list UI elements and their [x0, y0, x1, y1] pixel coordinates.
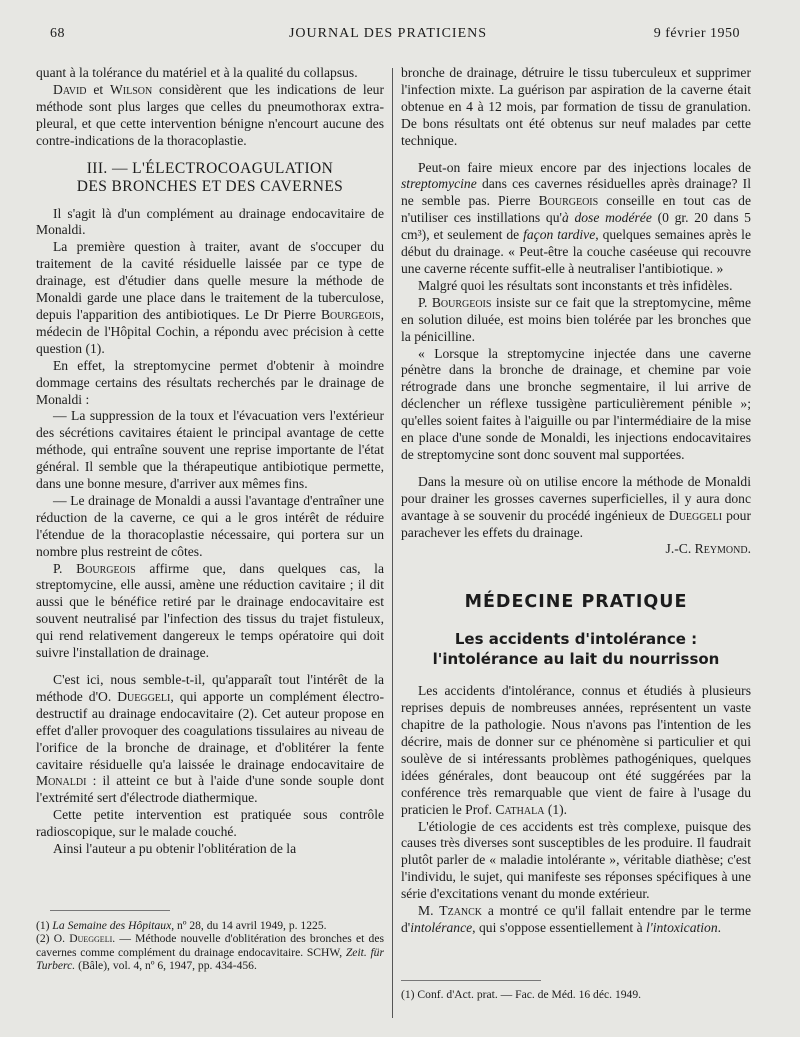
footnote-separator	[401, 980, 541, 981]
paragraph: David et Wilson considèrent que les indications de leur méthode sont plus larges que celles du pneumothorax extra-pleural, et que cette intervention bénigne n'encourt aucune des contre-indications de la thoracoplastie.	[36, 81, 384, 148]
signature: J.-C. Reymond.	[665, 541, 751, 557]
paragraph: P. Bourgeois affirme que, dans quelques cas, la streptomycine, elle aussi, amène une réduction cavitaire ; il dit aussi que le bénéfice retiré par le drainage endocavitaire est souvent neutralisé par l'infection des tissus du trajet fistuleux, qui rend relativement dangereux le temps opératoire qui doit suivre l'installation de drainage.	[36, 560, 384, 661]
paragraph: La première question à traiter, avant de s'occuper du traitement de la cavité résiduelle laissée par ce type de drainage, est d'étudier dans quelle mesure la méthode de Monaldi garde une place dans le traitement de la tuberculose, depuis l'apparition des antibiotiques. Le Dr Pierre Bourgeois, médecin de l'Hôpital Cochin, a répondu avec précision à cette question (1).	[36, 239, 384, 356]
footnote-separator	[50, 910, 170, 911]
paragraph: — Le drainage de Monaldi a aussi l'avantage d'entraîner une réduction de la caverne, ce qui a le gros intérêt de réduire l'étendue de la thoracoplastie nécessaire, qui portera sur un nombre plus restreint de côtes.	[36, 492, 384, 559]
paragraph: — La suppression de la toux et l'évacuation vers l'extérieur des sécrétions cavitaires étaient le principal avantage de cette méthode, qui entraîne souvent une reprise importante de l'état général. Il semble que la thérapeutique antibiotique permette, dans une bonne mesure, d'arriver aux mêmes fins.	[36, 408, 384, 492]
running-head	[36, 26, 740, 46]
paragraph: En effet, la streptomycine permet d'obtenir à moindre dommage certains des résultats recherchés par le drainage de Monaldi :	[36, 357, 384, 407]
paragraph: « Lorsque la streptomycine injectée dans une caverne pénètre dans la bronche de drainage, et chemine par voie rétrograde dans une bronche segmentaire, il lui arrive de déclencher un réflexe tussigène particulièrement pénible »; qu'elles soient faites à l'aiguille ou par l'intermédiaire de la mise en place d'une sonde de Monaldi, les injections endocavitaires de streptomycine sont donc souvent mal supportées.	[401, 345, 751, 462]
paragraph: Peut-on faire mieux encore par des injections locales de streptomycine dans ces cavernes résiduelles après drainage? Il ne semble pas. Pierre Bourgeois conseille en tout cas de n'utiliser ces instillations qu'à dose modérée (0 gr. 20 dans 5 cm³), et seulement de façon tardive, quelques semaines après le début du drainage. « Peut-être la couche caséeuse qui recouvre une caverne récente suffit-elle à neutraliser l'antibiotique. »	[401, 159, 752, 276]
section-title: III. — L'ÉLECTROCOAGULATION DES BRONCHES ET DES CAVERNES	[76, 159, 344, 195]
paragraph: P. Bourgeois insiste sur ce fait que la streptomycine, même en solution diluée, est moins bien tolérée par les bronches que la pénicilline.	[401, 294, 751, 344]
paragraph: Malgré quoi les résultats sont inconstants et très infidèles.	[418, 277, 733, 293]
paragraph: Ainsi l'auteur a pu obtenir l'oblitération de la	[53, 841, 297, 857]
paragraph: C'est ici, nous semble-t-il, qu'apparaît tout l'intérêt de la méthode d'O. Dueggeli, qui apporte un complément électro-destructif au drainage endocavitaire (2). Cet auteur propose en effet d'aller provoquer des coagulations tissulaires au niveau de l'orifice de la bronche de drainage, et d'oblitérer la fente cavitaire résiduelle qu'a laissée le drainage endocavitaire de Monaldi : il atteint ce but à l'aide d'une sonde souple dont l'extrémité sert d'électrode diathermique.	[36, 672, 384, 806]
right-footnote: (1) Conf. d'Act. prat. — Fac. de Méd. 16 déc. 1949.	[401, 988, 642, 1001]
footnote: (1) La Semaine des Hôpitaux, nº 28, du 14 avril 1949, p. 1225.	[36, 919, 327, 932]
paragraph: Il s'agit là d'un complément au drainage endocavitaire de Monaldi.	[36, 205, 384, 238]
paragraph: quant à la tolérance du matériel et à la qualité du collapsus.	[36, 65, 358, 80]
paragraph: L'étiologie de ces accidents est très complexe, puisque des causes très diverses sont susceptibles de les produire. Il faudrait plutôt parler de « maladie intolérante », véritable diathèse; c'est l'individu, le sujet, qui manifeste ses réponses spécifiques à une série d'excitations venant du monde extérieur.	[401, 818, 751, 902]
left-column	[36, 65, 384, 858]
paragraph: Cette petite intervention est pratiquée sous contrôle radioscopique, sur le malade couché.	[36, 807, 384, 840]
article-title: Les accidents d'intolérance : l'intolérance au lait du nourrisson	[432, 630, 720, 669]
rubric-heading: MÉDECINE PRATIQUE	[464, 592, 688, 613]
left-footnotes	[36, 919, 384, 972]
paragraph: M. Tzanck a montré ce qu'il fallait entendre par le terme d'intolérance, qui s'oppose essentiellement à l'intoxication.	[401, 903, 751, 935]
issue-date: 9 février 1950	[653, 26, 740, 41]
footnote: (2) O. Dueggeli. — Méthode nouvelle d'oblitération des bronches et des cavernes comme complément du drainage endocavitaire. SCHW, Zeit. für Turberc. (Bâle), vol. 4, nº 6, 1947, pp. 434-456.	[36, 932, 384, 972]
right-column	[401, 65, 751, 937]
paragraph: Les accidents d'intolérance, connus et étudiés à plusieurs reprises depuis de nombreuses années, représentent un vaste chapitre de la pathologie. Nous n'avons pas l'intention de les décrire, mais de donner sur ce phénomène si particulier et qui soulève de si intéressants problèmes pathogéniques, quelques idées générales, dont beaucoup ont été suggérées par la conférence très remarquable que vient de faire à l'usage du praticien le Prof. Cathala (1).	[401, 683, 751, 817]
page-number: 68	[50, 26, 65, 41]
paragraph: Dans la mesure où on utilise encore la méthode de Monaldi pour drainer les grosses cavernes superficielles, il y aura donc avantage à se souvenir du procédé ingénieux de Dueggeli pour parachever les effets du drainage.	[401, 473, 751, 540]
paragraph: bronche de drainage, détruire le tissu tuberculeux et supprimer l'infection mixte. La guérison par aspiration de la caverne était obtenue en 4 à 12 mois, par formation de tissu de granulation. De bons résultats ont été obtenus sur neuf malades par cette technique.	[401, 65, 751, 148]
column-divider	[392, 68, 393, 1018]
journal-title: JOURNAL DES PRATICIENS	[288, 26, 488, 41]
